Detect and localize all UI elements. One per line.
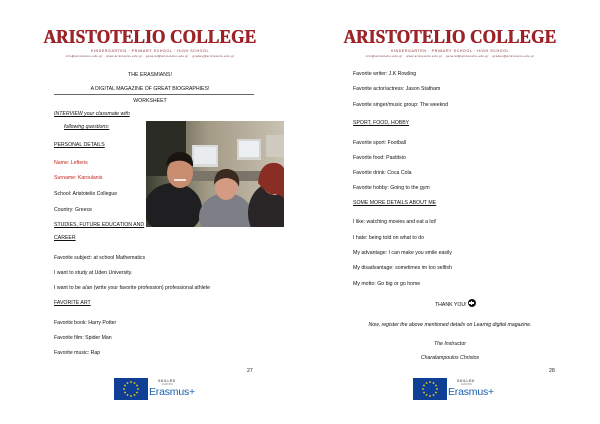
country-field: Country: Greece: [54, 207, 93, 213]
student-photo: [146, 121, 284, 227]
thank-you-text: THANK YOU!: [435, 302, 467, 308]
instructor-name: Charalampoulos Christos: [420, 355, 480, 361]
page-number: 28: [549, 368, 555, 374]
favorite-subject: Favorite subject: at school Mathematics: [54, 255, 146, 261]
erasmus-logo: Erasmus+: [149, 386, 195, 398]
logo-title: ARISTOTELIO COLLEGE: [343, 26, 557, 48]
logo-contacts: info@aristotelio.edu.gr · www.aristotelio.edu.gr · general@aristotelio.edu.gr · grades@aristotelio.edu.gr: [365, 54, 535, 58]
school-field: School: Aristotelio Collegue: [54, 191, 118, 197]
likes: I like: watching movies and eat a lot!: [353, 219, 437, 225]
college-logo: [0, 27, 300, 59]
eu-flag-icon: [413, 378, 447, 400]
favorite-art-heading: FAVORITE ART: [54, 300, 91, 306]
favorite-singer: Favorite singer/music group: The weeknd: [353, 102, 449, 108]
logo-subtitle: KINDERGARTEN · PRIMARY SCHOOL · HIGH SCHOOL: [390, 49, 510, 53]
personal-details-heading: PERSONAL DETAILS: [54, 142, 105, 148]
skilled-label: SKILLED: [158, 379, 176, 383]
heading-erasmians: THE ERASMIANS!: [128, 72, 172, 78]
thank-you: [435, 299, 476, 309]
favorite-sport: Favorite sport: Football: [353, 140, 407, 146]
logo-subtitle: KINDERGARTEN · PRIMARY SCHOOL · HIGH SCHOOL: [90, 49, 210, 53]
favorite-music: Favorite music: Rap: [54, 350, 101, 356]
favorite-film: Favorite film: Spider Man: [54, 335, 112, 341]
more-details-heading: SOME MORE DETAILS ABOUT ME: [353, 200, 437, 206]
instructor-label: The Instructor: [433, 341, 466, 347]
sport-heading: SPORT, FOOD, HOBBY: [353, 120, 410, 126]
surname-field: Surname: Karoulanis: [54, 175, 103, 181]
register-note: Now, register the above mentioned details on Learnig digital magazine.: [368, 322, 532, 328]
hates: I hate: being told on what to do: [353, 235, 424, 241]
interview-instruction: INTERVIEW your classmate with: [54, 111, 130, 117]
skilled-label: SKILLED: [457, 379, 475, 383]
college-logo: [300, 27, 600, 59]
advantage: My advantage: I can make you smile easily: [353, 250, 452, 256]
skilled-sub: EUROPE: [461, 383, 472, 386]
favorite-writer: Favorite writer: J.K Rowling: [353, 71, 417, 77]
study-at: I want to study at Uden University.: [54, 270, 133, 276]
studies-heading: STUDIES, FUTURE EDUCATION AND: [54, 222, 145, 228]
studies-heading-cont: CAREER: [54, 235, 76, 241]
favorite-drink: Favorite drink: Coca Cola: [353, 170, 412, 176]
motto: My motto: Go big or go home: [353, 281, 421, 287]
favorite-hobby: Favorite hobby: Going to the gym: [353, 185, 430, 191]
logo-title: ARISTOTELIO COLLEGE: [43, 26, 257, 48]
skilled-sub: EUROPE: [162, 383, 173, 386]
logo-contacts: info@aristotelio.edu.gr · www.aristotelio.edu.gr · general@aristotelio.edu.gr · grades@aristotelio.edu.gr: [65, 54, 235, 58]
interview-instruction-cont: following questions:: [64, 124, 110, 130]
plus-circle-icon: [468, 299, 476, 307]
heading-magazine: A DIGITAL MAGAZINE OF GREAT BIOGRAPHIES!: [90, 86, 210, 92]
want-to-be: I want to be a/an (write your favorite profession) professional athlete: [54, 285, 210, 291]
favorite-actor: Favorite actor/actress: Jason Statham: [353, 86, 441, 92]
disadvantage: My disadvantage: sometimes im too selfish: [353, 265, 452, 271]
heading-worksheet: WORKSHEET: [133, 98, 167, 104]
page-number: 27: [247, 368, 253, 374]
favorite-book: Favorite book: Harry Potter: [54, 320, 117, 326]
divider: [54, 94, 254, 95]
right-page: [300, 0, 600, 424]
erasmus-logo: Erasmus+: [448, 386, 494, 398]
name-field: Name: Lefteris: [54, 160, 88, 166]
eu-flag-icon: [114, 378, 148, 400]
favorite-food: Favorite food: Pastitsio: [353, 155, 406, 161]
